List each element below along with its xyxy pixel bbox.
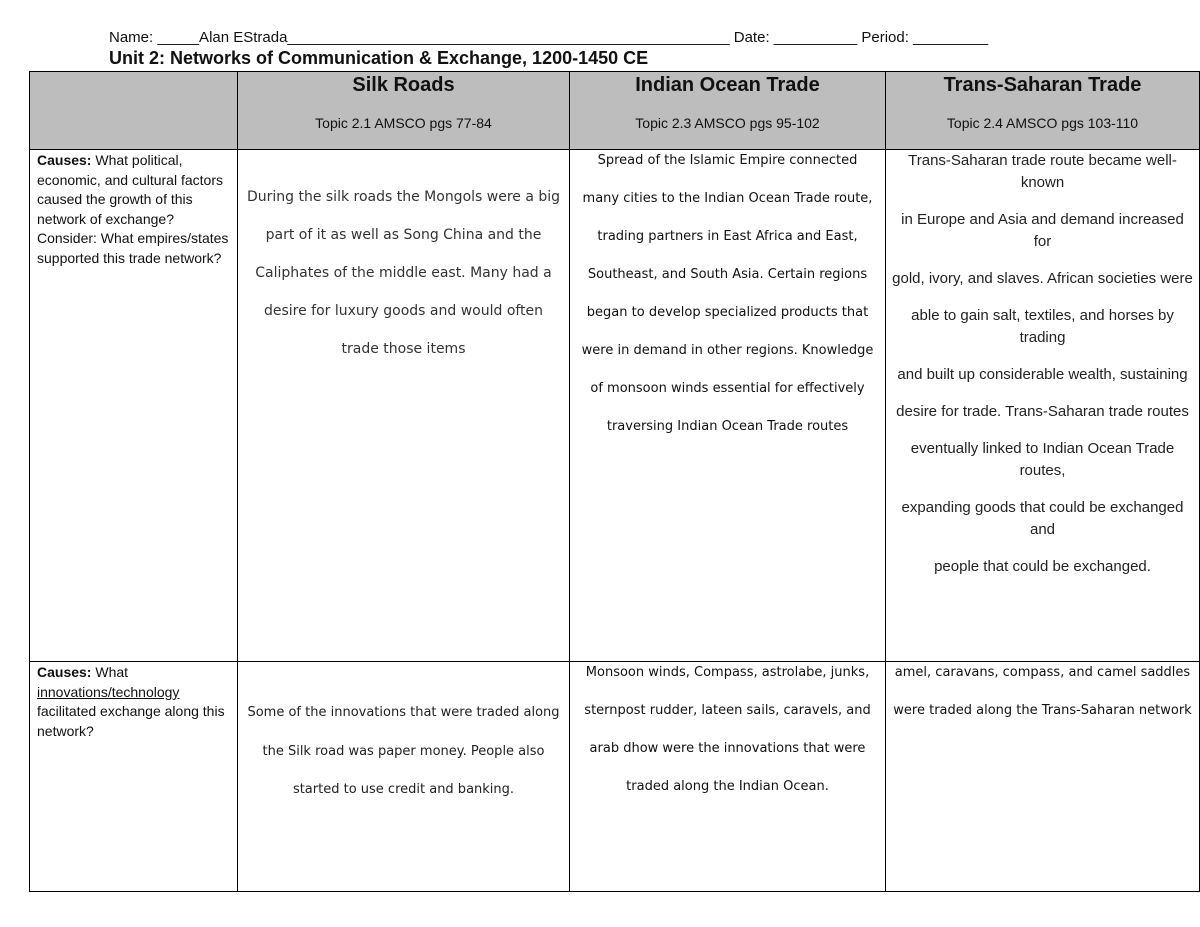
column-title: Indian Ocean Trade <box>635 74 820 96</box>
answer-line: able to gain salt, textiles, and horses by trading <box>911 307 1174 346</box>
indian-ocean-answer[interactable] <box>570 662 886 892</box>
column-title: Trans-Saharan Trade <box>943 74 1142 96</box>
indian-ocean-answer[interactable] <box>570 150 886 662</box>
silk-roads-answer[interactable] <box>238 662 570 892</box>
answer-line: sternpost rudder, lateen sails, caravels, and <box>584 703 871 718</box>
answer-line: desire for trade. Trans-Saharan trade routes <box>896 403 1189 420</box>
row-question <box>30 662 238 892</box>
trans-saharan-answer[interactable] <box>886 150 1200 662</box>
answer-line: of monsoon winds essential for effectively <box>590 381 865 396</box>
answer-text: Some of the innovations that were traded along the Silk road was paper money. People also started to use credit and banking. <box>247 705 560 797</box>
name-date-period-line: Name: _____Alan EStrada_____________________________________________________ Date: __________ Period: _________ <box>109 29 989 46</box>
answer-line: eventually linked to Indian Ocean Trade routes, <box>910 440 1175 479</box>
question-text: What <box>91 664 129 680</box>
answer-line: people that could be exchanged. <box>934 558 1151 575</box>
answer-line: expanding goods that could be exchanged and <box>901 499 1184 538</box>
corner-cell <box>30 72 238 150</box>
answer-text <box>570 150 885 438</box>
question-text: facilitated exchange along this network? <box>37 703 225 739</box>
header-row <box>30 72 1200 150</box>
page-title: Unit 2: Networks of Communication & Exchange, 1200-1450 CE <box>109 48 649 68</box>
answer-line: in Europe and Asia and demand increased for <box>901 211 1184 250</box>
answer-line: many cities to the Indian Ocean Trade route, <box>582 191 873 206</box>
answer-line: began to develop specialized products that <box>586 305 869 320</box>
column-header-indian-ocean <box>570 72 886 150</box>
answer-text: During the silk roads the Mongols were a big part of it as well as Song China and the Caliphates of the middle east. Many had a desire for luxury goods and would often trade those items <box>246 189 561 357</box>
answer-line: Spread of the Islamic Empire connected <box>597 153 858 168</box>
question-text: What political, economic, and cultural factors caused the growth of this network of exchange? Consider: What empires/states supported this trade network? <box>37 152 229 266</box>
row-question <box>30 150 238 662</box>
answer-line: traded along the Indian Ocean. <box>626 779 829 794</box>
table-row-causes-innovations <box>30 662 1200 892</box>
column-topic: Topic 2.4 AMSCO pgs 103-110 <box>946 115 1139 131</box>
answer-line: gold, ivory, and slaves. African societies were <box>892 270 1193 287</box>
trans-saharan-answer[interactable] <box>886 662 1200 892</box>
column-title: Silk Roads <box>352 74 455 96</box>
question-underlined-text: innovations/technology <box>37 683 180 700</box>
answer-line: trading partners in East Africa and East, <box>597 229 858 244</box>
answer-line: Trans-Saharan trade route became well-known <box>908 152 1177 191</box>
question-label: Causes: <box>37 664 92 680</box>
answer-text <box>886 150 1199 578</box>
column-header-silk-roads <box>238 72 570 150</box>
answer-text <box>570 662 885 798</box>
answer-line: amel, caravans, compass, and camel saddles <box>894 665 1191 680</box>
question-label: Causes: <box>37 152 92 168</box>
silk-roads-answer[interactable] <box>238 150 570 662</box>
column-header-trans-saharan <box>886 72 1200 150</box>
column-topic: Topic 2.3 AMSCO pgs 95-102 <box>635 115 820 131</box>
answer-line: arab dhow were the innovations that were <box>589 741 866 756</box>
column-topic: Topic 2.1 AMSCO pgs 77-84 <box>315 115 492 131</box>
answer-line: traversing Indian Ocean Trade routes <box>606 419 849 434</box>
answer-line: were in demand in other regions. Knowledge <box>581 343 874 358</box>
answer-line: Southeast, and South Asia. Certain regions <box>587 267 868 282</box>
answer-line: were traded along the Trans-Saharan network <box>893 703 1192 718</box>
table-row-causes-political <box>30 150 1200 662</box>
answer-line: Monsoon winds, Compass, astrolabe, junks, <box>585 665 870 680</box>
answer-text <box>886 662 1199 722</box>
notes-table <box>29 71 1200 892</box>
answer-line: and built up considerable wealth, sustaining <box>897 366 1188 383</box>
